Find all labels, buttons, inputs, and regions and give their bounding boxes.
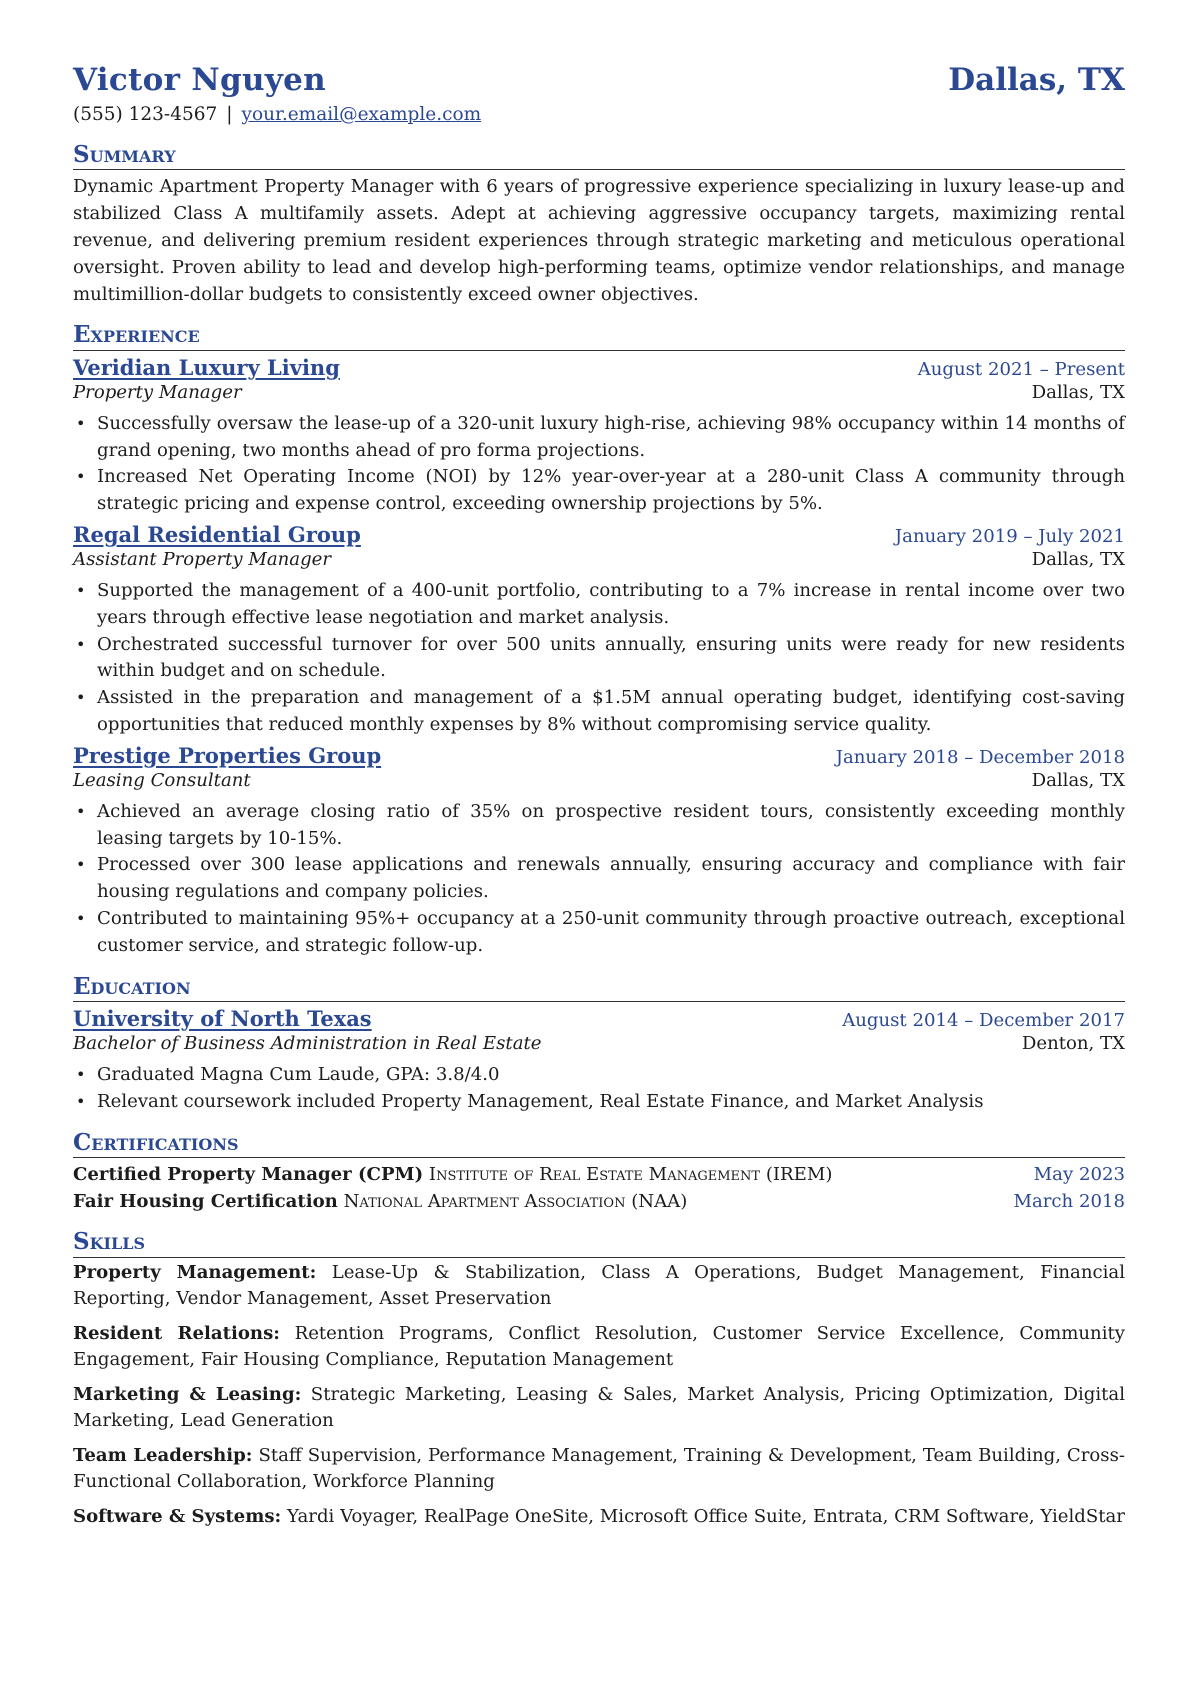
certification-row [73, 1189, 1125, 1216]
job-entry [73, 355, 1125, 518]
skill-list: Lease-Up & Stabilization, Class A Operations, Budget Management, Financial Reporting, Vendor Management, Asset Preservation [73, 1261, 1125, 1310]
degree-title: Bachelor of Business Administration in Real Estate [73, 1033, 542, 1055]
education-heading: Education [73, 974, 1125, 1002]
candidate-location: Dallas, TX [948, 62, 1125, 98]
job-dates: August 2021 – Present [917, 358, 1125, 380]
job-bullets [73, 411, 1125, 518]
bullet-item: • Relevant coursework included Property Management, Real Estate Finance, and Market Analysis [97, 1089, 1125, 1116]
email-link[interactable]: your.email@example.com [241, 104, 482, 125]
company-name[interactable]: Veridian Luxury Living [73, 354, 340, 380]
candidate-name: Victor Nguyen [73, 62, 327, 98]
company-name[interactable]: Regal Residential Group [73, 522, 361, 548]
job-entry [73, 743, 1125, 960]
certification-date: March 2018 [1013, 1190, 1125, 1212]
skill-category: Resident Relations: [73, 1322, 280, 1344]
skill-list: Strategic Marketing, Leasing & Sales, Market Analysis, Pricing Optimization, Digital Marketing, Lead Generation [73, 1383, 1125, 1432]
job-title: Property Manager [73, 381, 242, 403]
resume-page [73, 0, 1125, 1530]
job-location: Dallas, TX [1031, 769, 1125, 791]
skill-list: Retention Programs, Conflict Resolution, Customer Service Excellence, Community Engagement, Fair Housing Compliance, Reputation Management [73, 1322, 1125, 1371]
skills-section [73, 1229, 1125, 1530]
certification-issuer: Institute of Real Estate Management (IREM) [428, 1164, 833, 1186]
bullet-item: • Increased Net Operating Income (NOI) by 12% year-over-year at a 280-unit Class A community through strategic pricing and expense control, exceeding ownership projections by 5%. [97, 464, 1125, 518]
certification-name: Certified Property Manager (CPM) [73, 1164, 424, 1186]
job-location: Dallas, TX [1031, 381, 1125, 403]
job-dates: January 2019 – July 2021 [894, 526, 1125, 548]
skill-group [73, 1504, 1125, 1531]
education-dates: August 2014 – December 2017 [842, 1010, 1125, 1032]
certifications-heading: Certifications [73, 1130, 1125, 1158]
skill-category: Software & Systems: [73, 1505, 282, 1527]
job-location: Dallas, TX [1031, 549, 1125, 571]
skill-group [73, 1260, 1125, 1313]
skill-group [73, 1321, 1125, 1374]
certification-row [73, 1162, 1125, 1189]
skill-list: Yardi Voyager, RealPage OneSite, Microsoft Office Suite, Entrata, CRM Software, YieldStar [286, 1505, 1125, 1527]
skill-list: Staff Supervision, Performance Management, Training & Development, Team Building, Cross-Functional Collaboration, Workforce Planning [73, 1444, 1125, 1493]
job-dates: January 2018 – December 2018 [835, 746, 1125, 768]
certifications-section [73, 1130, 1125, 1215]
skill-group [73, 1443, 1125, 1496]
bullet-item: • Successfully oversaw the lease-up of a 320-unit luxury high-rise, achieving 98% occupancy within 14 months of grand opening, two months ahead of pro forma projections. [97, 411, 1125, 465]
summary-heading: Summary [73, 142, 1125, 170]
phone-number: (555) 123-4567 [73, 104, 218, 125]
bullet-item: • Achieved an average closing ratio of 35% on prospective resident tours, consistently exceeding monthly leasing targets by 10-15%. [97, 799, 1125, 853]
summary-text: Dynamic Apartment Property Manager with 6 years of progressive experience specializing in luxury lease-up and stabilized Class A multifamily assets. Adept at achieving aggressive occupancy targets, maximizing rental revenue, and delivering premium resident experiences through strategic marketing and meticulous operational oversight. Proven ability to lead and develop high-performing teams, optimize vendor relationships, and manage multimillion-dollar budgets to consistently exceed owner objectives. [73, 176, 1125, 305]
job-title: Assistant Property Manager [73, 549, 332, 571]
bullet-item: • Assisted in the preparation and management of a $1.5M annual operating budget, identifying cost-saving opportunities that reduced monthly expenses by 8% without compromising service quality. [97, 685, 1125, 739]
education-bullets [73, 1062, 1125, 1116]
education-section [73, 974, 1125, 1116]
bullet-item: • Graduated Magna Cum Laude, GPA: 3.8/4.0 [97, 1062, 1125, 1089]
school-name[interactable]: University of North Texas [73, 1006, 372, 1032]
skill-category: Marketing & Leasing: [73, 1383, 302, 1405]
skill-category: Property Management: [73, 1261, 317, 1283]
bullet-item: • Supported the management of a 400-unit portfolio, contributing to a 7% increase in rental income over two years through effective lease negotiation and market analysis. [97, 578, 1125, 632]
job-bullets [73, 578, 1125, 739]
skill-group [73, 1382, 1125, 1435]
resume-header [73, 62, 1125, 98]
bullet-item: • Orchestrated successful turnover for over 500 units annually, ensuring units were ready for new residents within budget and on schedule. [97, 632, 1125, 686]
experience-section [73, 322, 1125, 959]
job-bullets [73, 799, 1125, 960]
job-title: Leasing Consultant [73, 769, 251, 791]
bullet-item: • Processed over 300 lease applications and renewals annually, ensuring accuracy and compliance with fair housing regulations and company policies. [97, 852, 1125, 906]
certification-name: Fair Housing Certification [73, 1190, 338, 1212]
experience-heading: Experience [73, 322, 1125, 350]
skill-category: Team Leadership: [73, 1444, 253, 1466]
certification-issuer: National Apartment Association (NAA) [343, 1190, 688, 1212]
skills-heading: Skills [73, 1229, 1125, 1257]
certification-date: May 2023 [1033, 1164, 1125, 1186]
company-name[interactable]: Prestige Properties Group [73, 742, 382, 768]
bullet-item: • Contributed to maintaining 95%+ occupancy at a 250-unit community through proactive outreach, exceptional customer service, and strategic follow-up. [97, 906, 1125, 960]
education-location: Denton, TX [1021, 1033, 1125, 1055]
contact-separator: | [226, 104, 233, 125]
job-entry [73, 522, 1125, 739]
contact-line [73, 104, 1125, 125]
